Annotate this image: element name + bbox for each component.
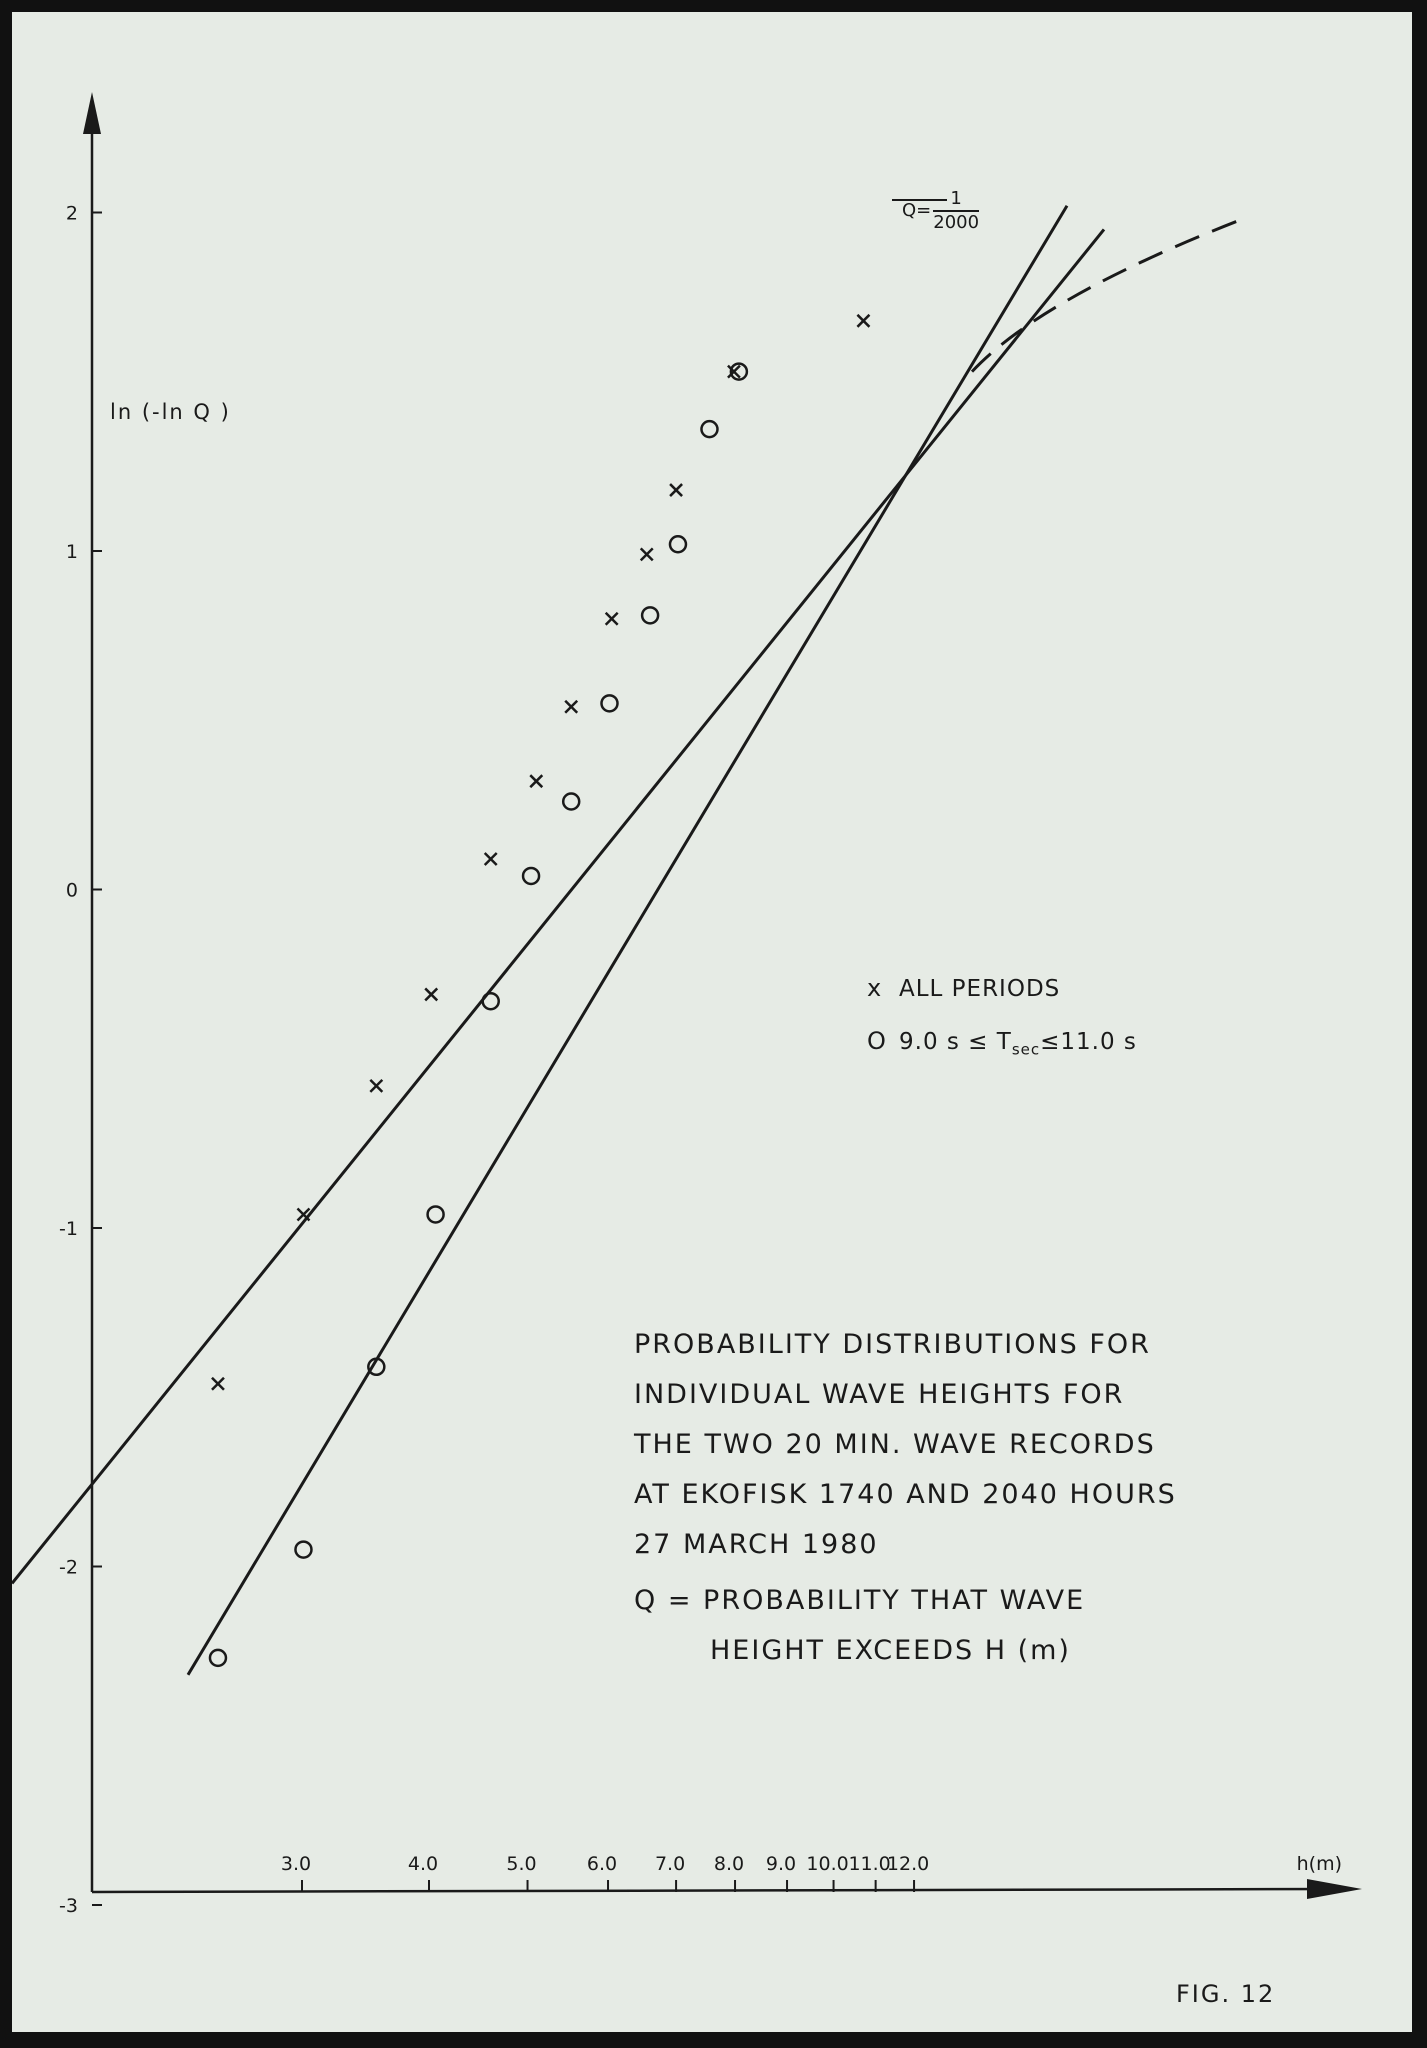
figure-caption [634, 1320, 1177, 1676]
figure-number: FIG. 12 [1176, 1980, 1276, 2008]
data-point-x [565, 701, 577, 713]
data-point-circle [428, 1206, 444, 1222]
data-point-circle [295, 1542, 311, 1558]
x-tick-label: 10.0 [806, 1853, 849, 1875]
probability-chart [12, 12, 1412, 2032]
caption-line: INDIVIDUAL WAVE HEIGHTS FOR [634, 1379, 1125, 1410]
data-point-circle [483, 993, 499, 1009]
y-tick-label: -1 [59, 1218, 78, 1240]
q-annotation [902, 188, 979, 234]
caption-line: PROBABILITY DISTRIBUTIONS FOR [634, 1329, 1151, 1360]
data-point-circle [670, 536, 686, 552]
legend [867, 962, 1137, 1076]
y-tick-label: -3 [59, 1895, 78, 1917]
data-point-x [670, 484, 682, 496]
y-axis-label: ln (-ln Q ) [110, 400, 231, 424]
y-axis-arrow [83, 92, 101, 134]
q-denominator: 2000 [933, 212, 980, 233]
data-point-x [485, 853, 497, 865]
data-point-x [606, 613, 618, 625]
caption-line: AT EKOFISK 1740 AND 2040 HOURS [634, 1479, 1177, 1510]
legend-period-range-label-pre: 9.0 s ≤ T [899, 1029, 1012, 1055]
x-tick-label: 3.0 [280, 1853, 312, 1875]
x-marker-icon: x [867, 974, 883, 1002]
x-tick-label: 12.0 [886, 1853, 930, 1875]
data-point-circle [523, 868, 539, 884]
x-tick-label: 6.0 [586, 1853, 618, 1875]
x-axis-arrow [1307, 1879, 1362, 1899]
data-point-x [212, 1378, 224, 1390]
q-numerator: 1 [933, 188, 979, 212]
data-point-x [370, 1080, 382, 1092]
data-point-circle [210, 1650, 226, 1666]
caption-definition-cont: HEIGHT EXCEEDS H (m) [710, 1635, 1071, 1666]
legend-period-range [867, 1015, 1137, 1076]
circle-marker-icon: O [867, 1027, 887, 1055]
x-tick-label: 9.0 [765, 1853, 797, 1875]
data-point-x [857, 315, 869, 327]
legend-period-range-sub: sec [1011, 1040, 1041, 1059]
legend-all-periods [867, 962, 1137, 1015]
data-point-x [641, 548, 653, 560]
data-point-circle [642, 607, 658, 623]
data-point-circle [701, 421, 717, 437]
data-point-x [425, 988, 437, 1000]
y-tick-label: 1 [65, 541, 78, 563]
q-annotation-prefix: Q= [902, 200, 932, 221]
x-tick-label: 5.0 [506, 1853, 537, 1875]
y-tick-label: -2 [59, 1556, 78, 1579]
q-fraction [933, 188, 979, 234]
y-tick-label: 2 [65, 202, 78, 225]
x-tick-label: 4.0 [407, 1853, 439, 1875]
data-point-x [530, 775, 542, 787]
y-tick-label: 0 [65, 879, 78, 902]
data-point-circle [563, 793, 579, 809]
x-axis-line [92, 1889, 1342, 1892]
legend-period-range-label-post: ≤11.0 s [1040, 1029, 1137, 1055]
legend-all-periods-label: ALL PERIODS [899, 976, 1061, 1002]
caption-definition: Q = PROBABILITY THAT WAVE [634, 1585, 1086, 1616]
figure-page [12, 12, 1412, 2032]
caption-line: THE TWO 20 MIN. WAVE RECORDS [634, 1429, 1156, 1460]
caption-line: 27 MARCH 1980 [634, 1529, 879, 1560]
x-tick-label: 8.0 [713, 1853, 745, 1875]
data-point-circle [601, 695, 617, 711]
x-tick-label: 7.0 [654, 1853, 686, 1875]
x-tick-label: 11.0 [848, 1853, 891, 1875]
x-axis-label: h(m) [1296, 1853, 1342, 1875]
